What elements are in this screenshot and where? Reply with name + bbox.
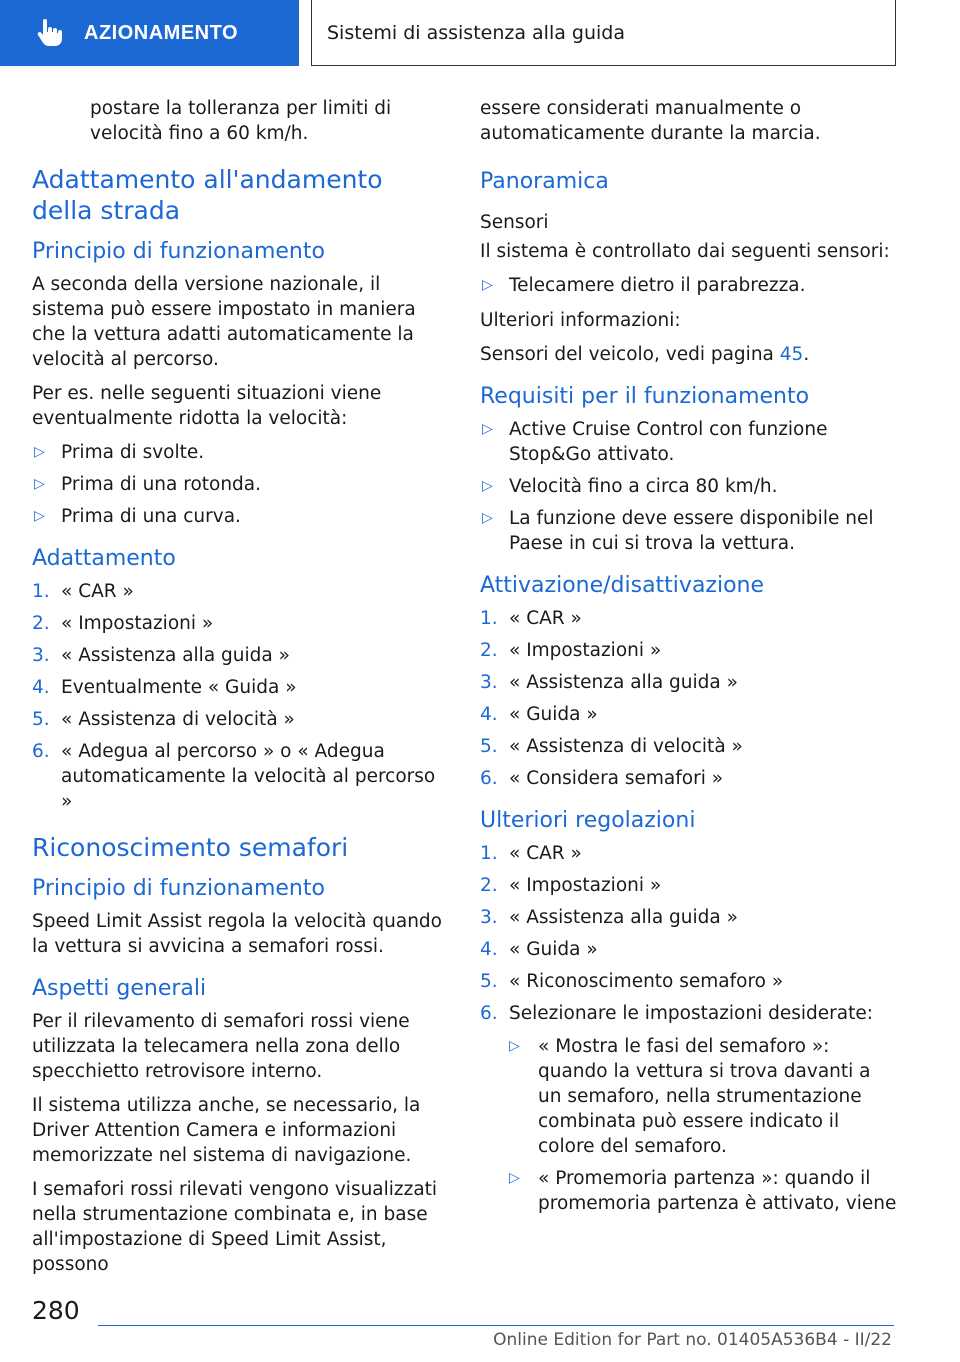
list-item: 1. « CAR » bbox=[480, 843, 582, 864]
list-item: 4. Eventualmente « Guida » bbox=[32, 677, 297, 698]
triangle-bullet-icon: ▷ bbox=[482, 510, 493, 526]
paragraph: A seconda della versione nazionale, il sistema può essere impostato in maniera che la vettura adatti automaticamente la velocità al percorso. bbox=[32, 274, 416, 370]
list-item: 3. « Assistenza alla guida » bbox=[32, 645, 290, 666]
triangle-bullet-icon: ▷ bbox=[482, 421, 493, 437]
hand-pointer-icon bbox=[34, 18, 64, 48]
paragraph: Ulteriori informazioni: bbox=[480, 310, 681, 331]
heading-sensors: Sensori bbox=[480, 212, 549, 233]
list-item: ▷ Prima di svolte. bbox=[34, 442, 205, 463]
heading-overview: Panoramica bbox=[480, 169, 609, 194]
list-item: 2. « Impostazioni » bbox=[480, 640, 662, 661]
list-item: ▷ « Promemoria partenza »: quando il promemoria partenza è attivato, viene bbox=[509, 1168, 897, 1214]
list-item: 3. « Assistenza alla guida » bbox=[480, 672, 738, 693]
list-item: ▷ La funzione deve essere disponibile nel Paese in cui si trova la vettura. bbox=[482, 508, 874, 554]
heading-further-settings: Ulteriori regolazioni bbox=[480, 808, 696, 833]
list-item: 2. « Impostazioni » bbox=[480, 875, 662, 896]
numbered-list bbox=[32, 579, 450, 814]
list-item: 6. « Considera semafori » bbox=[480, 768, 724, 789]
list-item: ▷ Active Cruise Control con funzione Stop&Go attivato. bbox=[482, 419, 828, 465]
list-item: 1. « CAR » bbox=[32, 581, 134, 602]
heading-activation: Attivazione/disattivazione bbox=[480, 573, 765, 598]
list-item: 2. « Impostazioni » bbox=[32, 613, 214, 634]
paragraph: Il sistema è controllato dai seguenti sensori: bbox=[480, 241, 890, 262]
paragraph: Il sistema utilizza anche, se necessario, la Driver Attention Camera e informazioni memorizzate nel sistema di navigazione. bbox=[32, 1095, 421, 1166]
heading-principle: Principio di funzionamento bbox=[32, 876, 325, 901]
right-column bbox=[480, 96, 898, 1226]
page-link[interactable]: 45 bbox=[779, 344, 804, 365]
bullet-list bbox=[480, 273, 898, 298]
list-item: 6. « Adegua al percorso » o « Adegua automaticamente la velocità al percorso » bbox=[32, 741, 436, 812]
list-item: 3. « Assistenza alla guida » bbox=[480, 907, 738, 928]
numbered-list bbox=[480, 606, 898, 791]
list-item: 5. « Assistenza di velocità » bbox=[32, 709, 295, 730]
list-item: 4. « Guida » bbox=[480, 939, 598, 960]
list-item: 5. « Assistenza di velocità » bbox=[480, 736, 743, 757]
intro-text: essere considerati manualmente o automaticamente durante la marcia. bbox=[480, 98, 821, 144]
heading-general: Aspetti generali bbox=[32, 976, 207, 1001]
list-item: ▷ Prima di una curva. bbox=[34, 506, 241, 527]
heading-requirements: Requisiti per il funzionamento bbox=[480, 384, 810, 409]
bullet-list bbox=[32, 440, 450, 529]
section-tab bbox=[0, 0, 299, 66]
list-item: 4. « Guida » bbox=[480, 704, 598, 725]
heading-traffic-lights: Riconoscimento semafori bbox=[32, 833, 349, 862]
paragraph: Speed Limit Assist regola la velocità quando la vettura si avvicina a semafori rossi. bbox=[32, 911, 442, 957]
section-title: AZIONAMENTO bbox=[84, 21, 239, 44]
triangle-bullet-icon: ▷ bbox=[509, 1038, 520, 1054]
heading-adapt-road: Adattamento all'andamento della strada bbox=[32, 165, 383, 225]
footer-divider bbox=[98, 1325, 894, 1326]
page-header bbox=[0, 0, 960, 66]
paragraph: Per es. nelle seguenti situazioni viene eventualmente ridotta la velocità: bbox=[32, 383, 382, 429]
left-column bbox=[32, 96, 450, 1286]
list-item: ▷ Telecamere dietro il parabrezza. bbox=[482, 275, 806, 296]
sub-bullet-list bbox=[509, 1034, 898, 1216]
chapter-title: Sistemi di assistenza alla guida bbox=[327, 21, 626, 44]
chapter-box bbox=[311, 0, 896, 66]
heading-principle: Principio di funzionamento bbox=[32, 239, 325, 264]
numbered-list bbox=[480, 841, 898, 1216]
triangle-bullet-icon: ▷ bbox=[34, 444, 45, 460]
triangle-bullet-icon: ▷ bbox=[482, 478, 493, 494]
reference-paragraph: Sensori del veicolo, vedi pagina 45. bbox=[480, 344, 810, 365]
list-item: ▷ Velocità fino a circa 80 km/h. bbox=[482, 476, 778, 497]
page-number: 280 bbox=[32, 1296, 80, 1325]
list-item: 5. « Riconoscimento semaforo » bbox=[480, 971, 784, 992]
list-item: 6. Selezionare le impostazioni desiderate: ▷ « Mostra le fasi del semaforo »: quando la vettura si trova davanti a un semaforo, nella strumentazione combinata può essere indicato il colore del semaforo. ▷ « Promemoria partenza »: quando il promemoria partenza è attivato, viene bbox=[480, 1003, 897, 1214]
list-item: ▷ Prima di una rotonda. bbox=[34, 474, 262, 495]
paragraph: I semafori rossi rilevati vengono visualizzati nella strumentazione combinata e, in base all'impostazione di Speed Limit Assist, possono bbox=[32, 1179, 438, 1275]
heading-adattamento: Adattamento bbox=[32, 546, 176, 571]
triangle-bullet-icon: ▷ bbox=[509, 1170, 520, 1186]
bullet-list bbox=[480, 417, 898, 556]
triangle-bullet-icon: ▷ bbox=[34, 508, 45, 524]
paragraph: Per il rilevamento di semafori rossi viene utilizzata la telecamera nella zona dello specchietto retrovisore interno. bbox=[32, 1011, 410, 1082]
triangle-bullet-icon: ▷ bbox=[482, 277, 493, 293]
list-item: 1. « CAR » bbox=[480, 608, 582, 629]
triangle-bullet-icon: ▷ bbox=[34, 476, 45, 492]
edition-text: Online Edition for Part no. 01405A536B4 - II/22 bbox=[493, 1330, 892, 1350]
list-item: ▷ « Mostra le fasi del semaforo »: quando la vettura si trova davanti a un semaforo, nella strumentazione combinata può essere indicato il colore del semaforo. bbox=[509, 1036, 871, 1157]
intro-text: postare la tolleranza per limiti di velocità fino a 60 km/h. bbox=[90, 98, 392, 144]
